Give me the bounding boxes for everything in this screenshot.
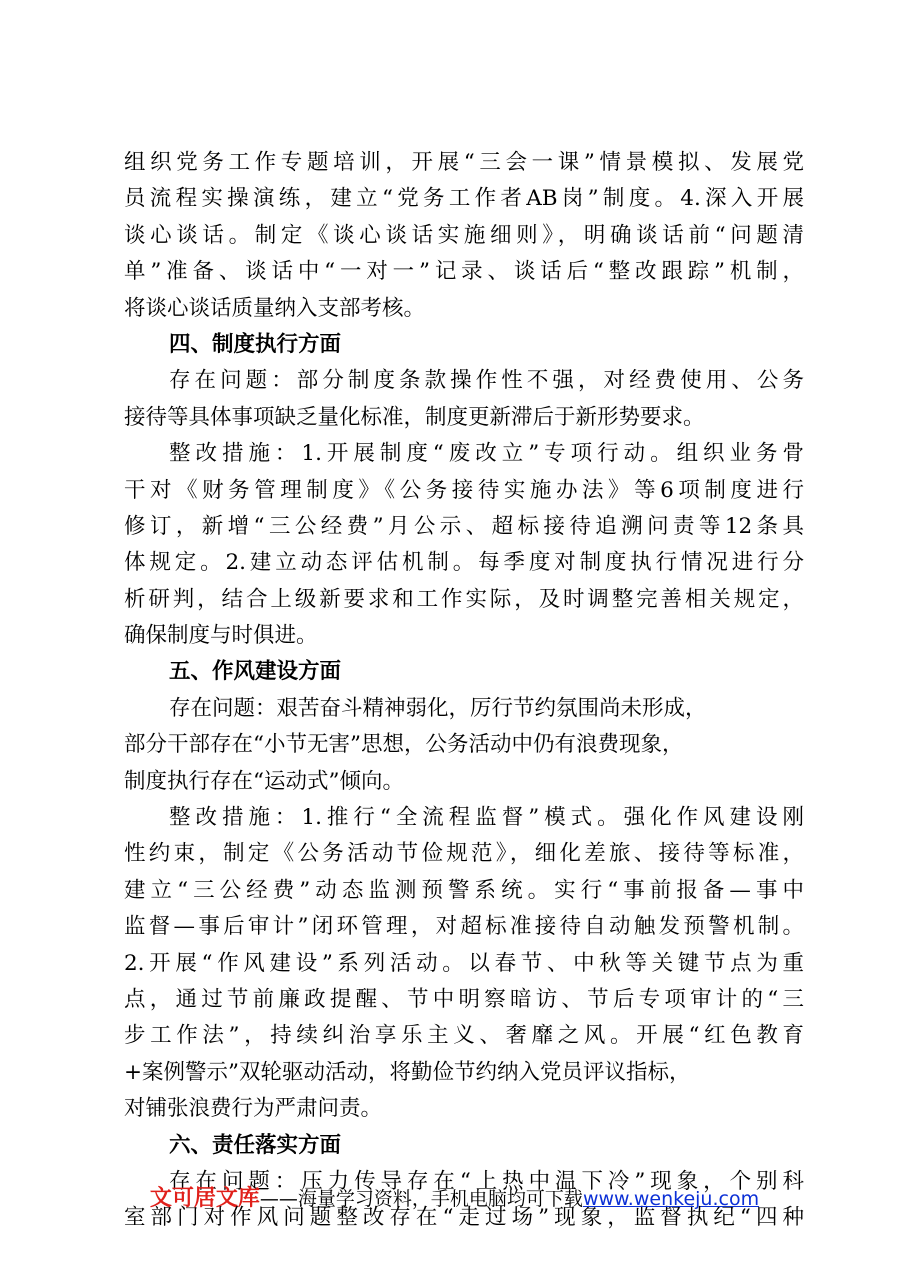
paragraph-line: 体规定。2.建立动态评估机制。每季度对制度执行情况进行分 bbox=[124, 550, 804, 576]
paragraph-line: 监督—事后审计”闭环管理，对超标准接待自动触发预警机制。 bbox=[124, 914, 804, 940]
paragraph-line: 存在问题：艰苦奋斗精神弱化，厉行节约氛围尚未形成， bbox=[169, 695, 707, 721]
paragraph-line: +案例警示”双轮驱动活动，将勤俭节约纳入党员评议指标， bbox=[124, 1059, 691, 1085]
paragraph-line: 存在问题：部分制度条款操作性不强，对经费使用、公务 bbox=[169, 368, 804, 394]
paragraph-line: 建立“三公经费”动态监测预警系统。实行“事前报备—事中 bbox=[124, 877, 804, 903]
paragraph-line: 对铺张浪费行为严肃问责。 bbox=[124, 1096, 383, 1122]
paragraph-line: 2.开展“作风建设”系列活动。以春节、中秋等关键节点为重 bbox=[124, 950, 804, 976]
paragraph-line: 步工作法”，持续纠治享乐主义、奢靡之风。开展“红色教育 bbox=[124, 1023, 804, 1049]
paragraph-line: 部分干部存在“小节无害”思想，公务活动中仍有浪费现象， bbox=[124, 732, 684, 758]
paragraph-line: 单”准备、谈话中“一对一”记录、谈话后“整改跟踪”机制， bbox=[124, 259, 804, 285]
footer-banner bbox=[0, 1181, 909, 1212]
paragraph-line: 修订，新增“三公经费”月公示、超标接待追溯问责等12条具 bbox=[124, 513, 804, 539]
paragraph-line: 析研判，结合上级新要求和工作实际，及时调整完善相关规定， bbox=[124, 586, 804, 612]
paragraph-line: 干对《财务管理制度》《公务接待实施办法》等6项制度进行 bbox=[124, 477, 804, 503]
paragraph-line: 点，通过节前廉政提醒、节中明察暗访、节后专项审计的“三 bbox=[124, 986, 804, 1012]
brand-name: 文可居文库 bbox=[149, 1186, 260, 1211]
paragraph-line: 接待等具体事项缺乏量化标准，制度更新滞后于新形势要求。 bbox=[124, 404, 705, 430]
paragraph-line: 整改措施：1.开展制度“废改立”专项行动。组织业务骨 bbox=[169, 441, 804, 467]
paragraph-line: 员流程实操演练，建立“党务工作者AB岗”制度。4.深入开展 bbox=[124, 186, 804, 212]
document-body bbox=[124, 145, 804, 1237]
website-link[interactable]: www.wenkeju.com bbox=[582, 1188, 760, 1210]
paragraph-line: 确保制度与时俱进。 bbox=[124, 623, 318, 649]
paragraph-line: 性约束，制定《公务活动节俭规范》，细化差旅、接待等标准， bbox=[124, 841, 804, 867]
paragraph-line: 整改措施：1.推行“全流程监督”模式。强化作风建设刚 bbox=[169, 805, 804, 831]
paragraph-line: 室部门对作风问题整改存在“走过场”现象，监督执纪“四种 bbox=[124, 1205, 804, 1231]
section-heading: 五、作风建设方面 bbox=[169, 659, 342, 685]
paragraph-line: 组织党务工作专题培训，开展“三会一课”情景模拟、发展党 bbox=[124, 150, 804, 175]
paragraph-line: 存在问题：压力传导存在“上热中温下冷”现象，个别科 bbox=[169, 1168, 804, 1194]
footer-tagline: ——海量学习资料，手机电脑均可下载 bbox=[259, 1188, 583, 1210]
paragraph-line: 制度执行存在“运动式”倾向。 bbox=[124, 768, 404, 794]
section-heading: 六、责任落实方面 bbox=[169, 1132, 342, 1158]
paragraph-line: 谈心谈话。制定《谈心谈话实施细则》，明确谈话前“问题清 bbox=[124, 222, 804, 248]
paragraph-line: 将谈心谈话质量纳入支部考核。 bbox=[124, 295, 426, 321]
section-heading: 四、制度执行方面 bbox=[169, 331, 342, 357]
